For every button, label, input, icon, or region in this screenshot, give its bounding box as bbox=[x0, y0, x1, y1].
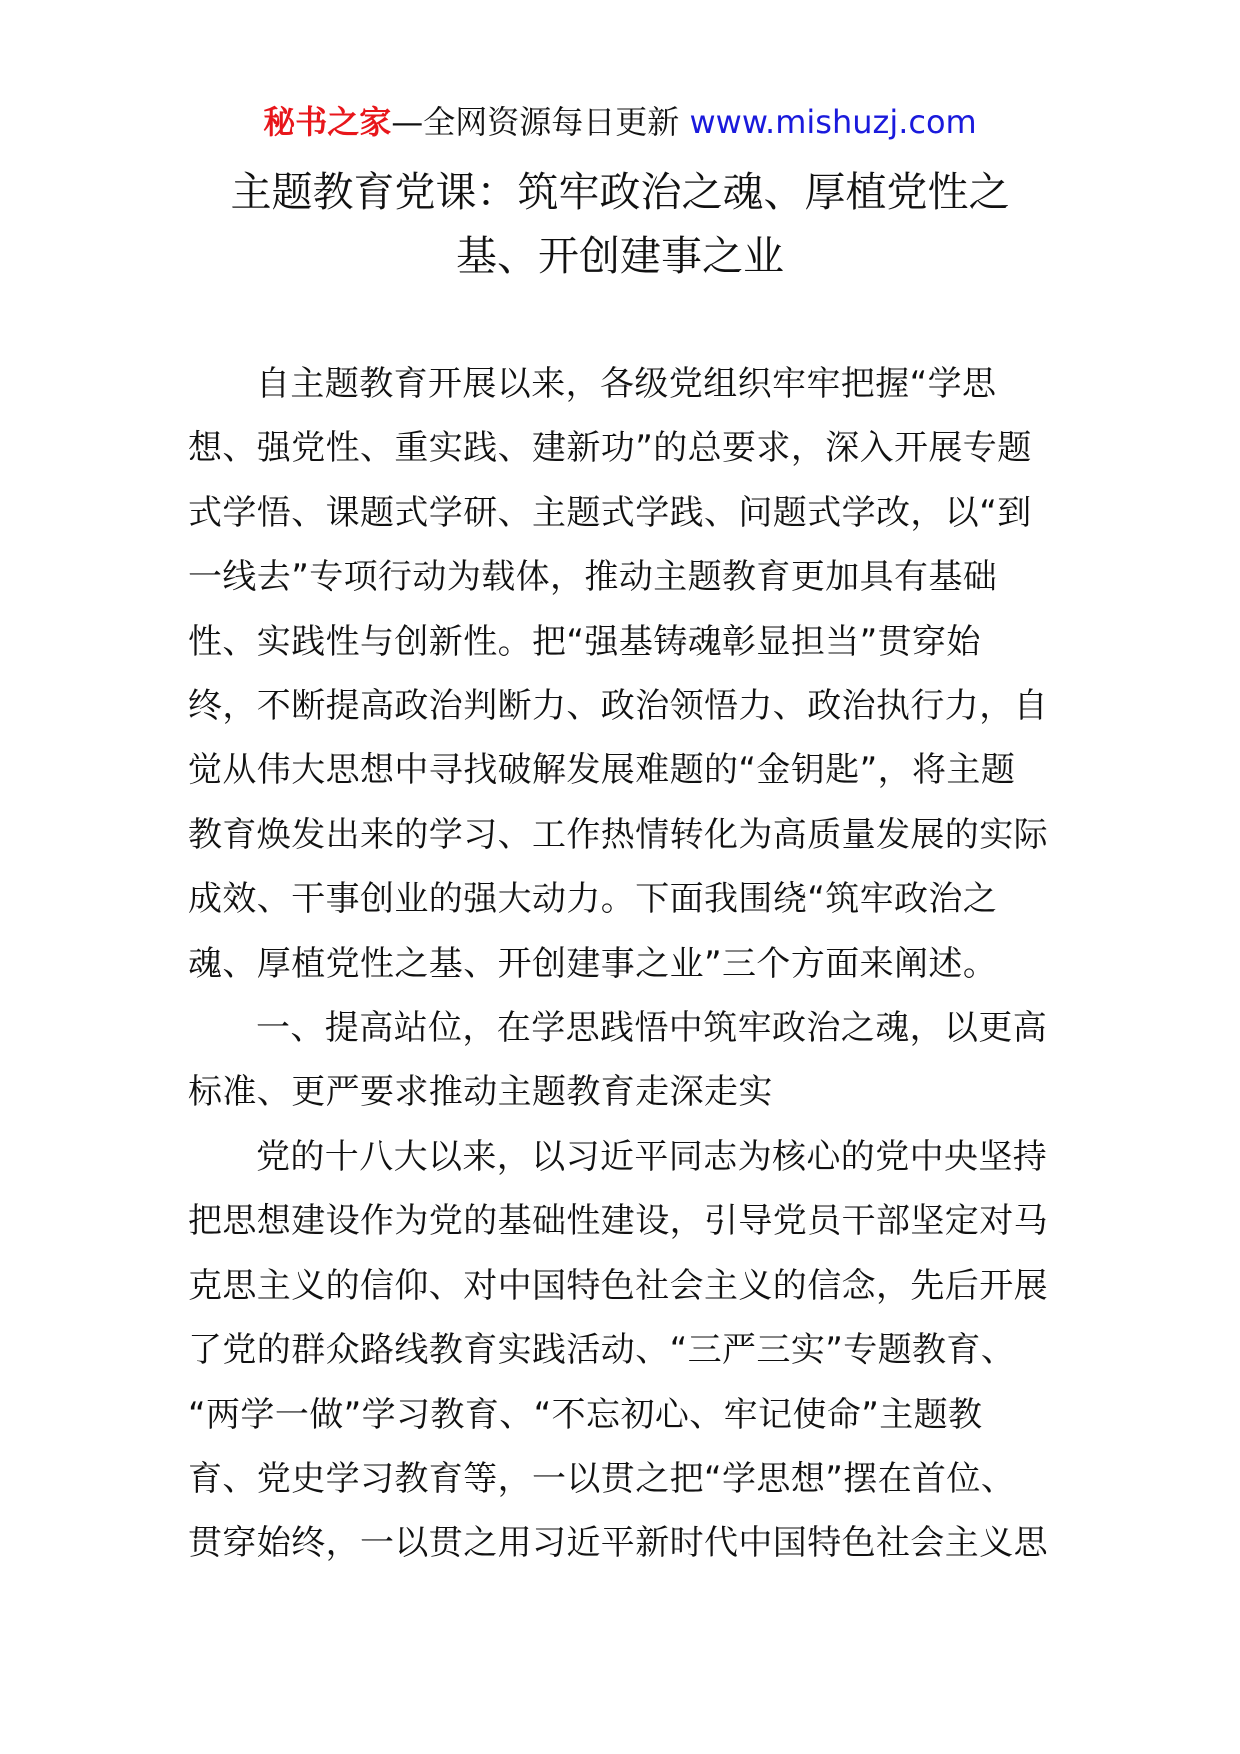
text-line: 克思主义的信仰、对中国特色社会主义的信念，先后开展 bbox=[188, 1265, 1048, 1306]
header-tagline: —全网资源每日更新 bbox=[391, 103, 690, 141]
text-line: 一线去”专项行动为载体，推动主题教育更加具有基础 bbox=[188, 557, 998, 598]
text-line: 自主题教育开展以来，各级党组织牢牢把握“学思 bbox=[256, 364, 997, 404]
title-line-2: 基、开创建事之业 bbox=[456, 232, 784, 280]
text-line: 育、党史学习教育等，一以贯之把“学思想”摆在首位、 bbox=[188, 1458, 1016, 1499]
text-line: 党的十八大以来，以习近平同志为核心的党中央坚持 bbox=[256, 1136, 1048, 1177]
text-line: 魂、厚植党性之基、开创建事之业”三个方面来阐述。 bbox=[188, 943, 998, 984]
text-line: 式学悟、课题式学研、主题式学践、问题式学改，以“到 bbox=[188, 492, 1032, 533]
text-line: “两学一做”学习教育、“不忘初心、牢记使命”主题教 bbox=[188, 1394, 983, 1435]
text-line: 终，不断提高政治判断力、政治领悟力、政治执行力，自 bbox=[188, 686, 1048, 727]
paragraph-section-1 bbox=[188, 1125, 1058, 1576]
document-title bbox=[150, 160, 1090, 288]
text-line: 了党的群众路线教育实践活动、“三严三实”专题教育、 bbox=[188, 1330, 1016, 1371]
brand-name: 秘书之家 bbox=[263, 103, 392, 141]
document-body bbox=[188, 352, 1058, 1576]
site-url-link[interactable]: www.mishuzj.com bbox=[689, 103, 977, 141]
text-line: 标准、更严要求推动主题教育走深走实 bbox=[188, 1072, 773, 1113]
title-line-1: 主题教育党课：筑牢政治之魂、厚植党性之 bbox=[230, 168, 1010, 216]
text-line: 教育焕发出来的学习、工作热情转化为高质量发展的实际 bbox=[188, 814, 1048, 855]
text-line: 把思想建设作为党的基础性建设，引导党员干部坚定对马 bbox=[188, 1201, 1048, 1242]
text-line: 贯穿始终，一以贯之用习近平新时代中国特色社会主义思 bbox=[188, 1523, 1048, 1564]
text-line: 性、实践性与创新性。把“强基铸魂彰显担当”贯穿始 bbox=[188, 621, 981, 662]
site-header bbox=[0, 100, 1240, 144]
section-heading-1 bbox=[188, 996, 1058, 1125]
text-line: 想、强党性、重实践、建新功”的总要求，深入开展专题 bbox=[188, 428, 1032, 469]
paragraph-intro bbox=[188, 352, 1058, 996]
text-line: 一、提高站位，在学思践悟中筑牢政治之魂，以更高 bbox=[256, 1008, 1048, 1049]
text-line: 成效、干事创业的强大动力。下面我围绕“筑牢政治之 bbox=[188, 879, 998, 920]
text-line: 觉从伟大思想中寻找破解发展难题的“金钥匙”，将主题 bbox=[188, 750, 1016, 791]
